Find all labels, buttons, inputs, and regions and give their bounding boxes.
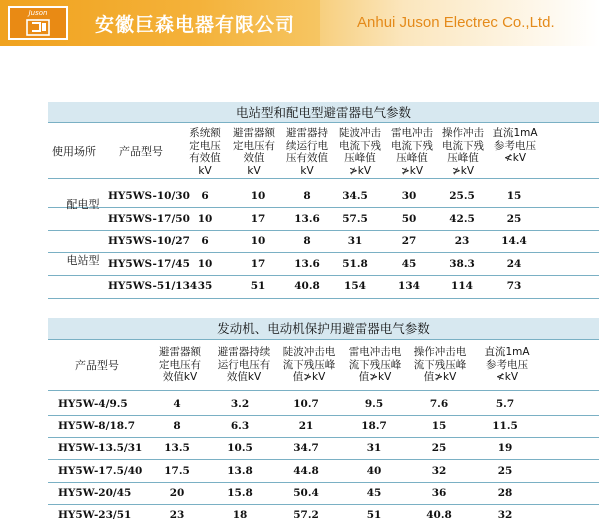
column-header: 产品型号 [75, 359, 119, 372]
table-cell: 15 [431, 420, 447, 432]
table-cell: 8 [303, 235, 311, 247]
table-cell: 34.7 [293, 442, 319, 454]
column-header: 操作冲击电 流下残压峰 值≯kV [413, 346, 467, 383]
table-cell: 32 [497, 509, 513, 521]
table-cell: 9.5 [364, 398, 384, 410]
column-header: 使用场所 [52, 145, 96, 158]
table-cell: 30 [401, 190, 417, 202]
company-logo [8, 6, 68, 40]
table-cell: 40.8 [426, 509, 452, 521]
table-cell: 38.3 [449, 258, 475, 270]
table-cell: 28 [497, 487, 513, 499]
table-cell: 14.4 [501, 235, 527, 247]
usage-label-distribution: 配电型 [66, 198, 100, 211]
table-cell: 45 [401, 258, 417, 270]
company-header [0, 0, 599, 46]
table-cell: 23 [169, 509, 185, 521]
header-top-rule [48, 339, 599, 340]
table-cell: 6 [201, 235, 209, 247]
table-cell: 5.7 [495, 398, 515, 410]
table-cell: 18 [232, 509, 248, 521]
column-header: 陡波冲击 电流下残 压峰值 ≯kV [339, 127, 381, 177]
header-bottom-rule [48, 178, 599, 179]
table-cell: 10 [197, 258, 213, 270]
table-cell: 15.8 [227, 487, 253, 499]
table-cell: 36 [431, 487, 447, 499]
table-cell: 15 [506, 190, 522, 202]
table-cell: 44.8 [293, 465, 319, 477]
column-header: 避雷器持续 运行电压有 效值kV [217, 346, 271, 383]
table-cell: 3.2 [230, 398, 250, 410]
table-cell: 23 [454, 235, 470, 247]
table-row-model: HY5W-13.5/31 [58, 442, 143, 454]
table-row-divider [48, 482, 599, 483]
column-header: 产品型号 [119, 145, 163, 158]
table-cell: 31 [366, 442, 382, 454]
table-cell: 20 [169, 487, 185, 499]
column-header: 避雷器额 定电压有 效值 kV [233, 127, 275, 177]
table-cell: 17.5 [164, 465, 190, 477]
table-row-model: HY5WS-17/50 [108, 213, 190, 225]
column-header: 直流1mA 参考电压 ≮kV [492, 127, 538, 164]
table-cell: 17 [250, 258, 266, 270]
table-row-model: HY5W-20/45 [58, 487, 132, 499]
table-cell: 34.5 [342, 190, 368, 202]
table-cell: 10.5 [227, 442, 253, 454]
table-cell: 27 [401, 235, 417, 247]
table-cell: 10.7 [293, 398, 319, 410]
table-cell: 10 [197, 213, 213, 225]
table-cell: 10 [250, 235, 266, 247]
table-row-divider [48, 459, 599, 460]
company-name-cn: 安徽巨森电器有限公司 [95, 14, 296, 36]
table-row-divider [48, 230, 599, 231]
usage-label-substation: 电站型 [66, 254, 100, 267]
table-row-model: HY5WS-10/27 [108, 235, 190, 247]
table-cell: 13.6 [294, 213, 320, 225]
table-row-model: HY5WS-51/134 [108, 280, 198, 292]
table-cell: 13.5 [164, 442, 190, 454]
table-row-divider [48, 415, 599, 416]
table-cell: 35 [197, 280, 213, 292]
header-top-rule [48, 122, 599, 123]
column-header: 避雷器额 定电压有 效值kV [159, 346, 201, 383]
table-cell: 13.6 [294, 258, 320, 270]
table-cell: 24 [506, 258, 522, 270]
table-cell: 154 [344, 280, 366, 292]
table-cell: 51.8 [342, 258, 368, 270]
column-header: 直流1mA 参考电压 ≮kV [484, 346, 530, 383]
table-row-model: HY5W-4/9.5 [58, 398, 128, 410]
table-row-model: HY5WS-10/30 [108, 190, 190, 202]
table-cell: 51 [250, 280, 266, 292]
table-cell: 25 [506, 213, 522, 225]
table-row-model: HY5W-23/51 [58, 509, 132, 521]
table-cell: 10 [250, 190, 266, 202]
table-cell: 45 [366, 487, 382, 499]
table-cell: 57.5 [342, 213, 368, 225]
table-row-divider [48, 504, 599, 505]
company-name-en: Anhui Juson Electrec Co.,Ltd. [357, 14, 555, 31]
table-cell: 7.6 [429, 398, 449, 410]
table-row-divider [48, 207, 599, 208]
table-cell: 134 [398, 280, 420, 292]
table-cell: 13.8 [227, 465, 253, 477]
table-cell: 114 [451, 280, 473, 292]
table-cell: 51 [366, 509, 382, 521]
column-header: 雷电冲击电 流下残压峰 值≯kV [348, 346, 402, 383]
column-header: 操作冲击 电流下残 压峰值 ≯kV [442, 127, 484, 177]
table-row-model: HY5W-8/18.7 [58, 420, 136, 432]
table-cell: 19 [497, 442, 513, 454]
table-row-model: HY5W-17.5/40 [58, 465, 143, 477]
table-cell: 11.5 [492, 420, 518, 432]
table-cell: 25 [431, 442, 447, 454]
table-cell: 6 [201, 190, 209, 202]
table-cell: 8 [303, 190, 311, 202]
table-title: 电站型和配电型避雷器电气参数 [48, 102, 599, 123]
column-header: 陡波冲击电 流下残压峰 值≯kV [282, 346, 336, 383]
header-bottom-rule [48, 390, 599, 391]
table-cell: 18.7 [361, 420, 387, 432]
table-bottom-rule [48, 298, 599, 299]
table-cell: 17 [250, 213, 266, 225]
table-cell: 73 [506, 280, 522, 292]
table-cell: 8 [173, 420, 181, 432]
table-cell: 50 [401, 213, 417, 225]
column-header: 避雷器持 续运行电 压有效值 kV [286, 127, 328, 177]
table-row-model: HY5WS-17/45 [108, 258, 190, 270]
table-cell: 50.4 [293, 487, 319, 499]
table-title: 发动机、电动机保护用避雷器电气参数 [48, 318, 599, 339]
logo-mark-icon [26, 19, 50, 36]
table-cell: 4 [173, 398, 181, 410]
table-cell: 21 [298, 420, 314, 432]
table-cell: 25.5 [449, 190, 475, 202]
table-cell: 25 [497, 465, 513, 477]
table-row-divider [48, 437, 599, 438]
column-header: 雷电冲击 电流下残 压峰值 ≯kV [391, 127, 433, 177]
table-cell: 40.8 [294, 280, 320, 292]
logo-text: Juson [28, 9, 48, 17]
table-cell: 42.5 [449, 213, 475, 225]
table-cell: 6.3 [230, 420, 250, 432]
table-cell: 40 [366, 465, 382, 477]
table-row-divider [48, 275, 599, 276]
table-cell: 57.2 [293, 509, 319, 521]
table-cell: 31 [347, 235, 363, 247]
table-cell: 32 [431, 465, 447, 477]
table-row-divider [48, 252, 599, 253]
column-header: 系统额 定电压 有效值 kV [189, 127, 221, 177]
